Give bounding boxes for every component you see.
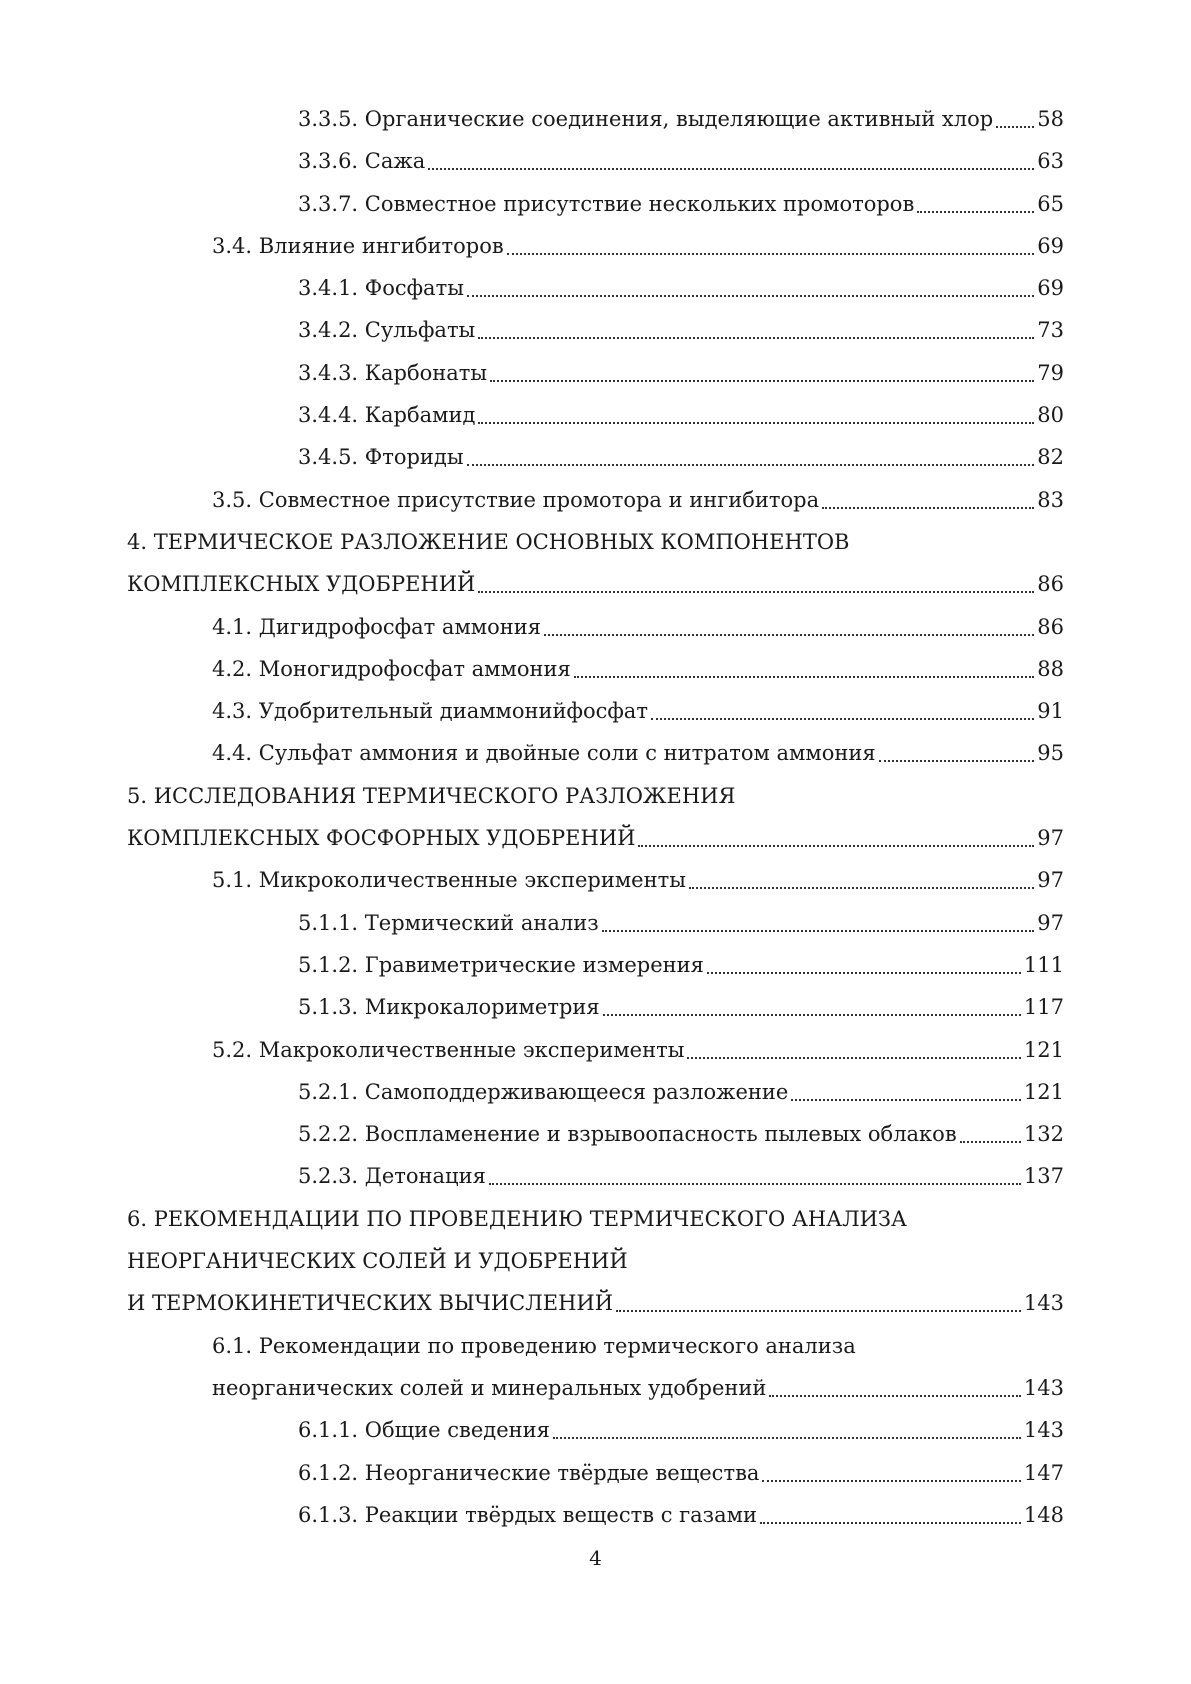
toc-entry-page: 121 — [1023, 1037, 1064, 1062]
toc-entry-page: 121 — [1023, 1079, 1064, 1104]
toc-entry — [0, 867, 1191, 909]
toc-entry-page: 132 — [1023, 1122, 1064, 1147]
toc-entry — [0, 1502, 1191, 1544]
toc-entry-page: 82 — [1037, 445, 1064, 470]
toc-entry-title: 4.3. Удобрительный диаммонийфосфат — [212, 699, 648, 724]
dot-leader — [638, 825, 1034, 847]
toc-entry-title: 5.2. Макроколичественные эксперименты — [212, 1037, 685, 1062]
toc-entry-page: 63 — [1037, 149, 1064, 174]
toc-entry — [0, 1121, 1191, 1163]
toc-entry-page: 69 — [1037, 276, 1064, 301]
toc-entry-title: 4. ТЕРМИЧЕСКОЕ РАЗЛОЖЕНИЕ ОСНОВНЫХ КОМПОНЕНТОВ — [127, 529, 850, 554]
toc-entry-title: 4.2. Моногидрофосфат аммония — [212, 656, 571, 681]
toc-entry-title: НЕОРГАНИЧЕСКИХ СОЛЕЙ И УДОБРЕНИЙ — [127, 1249, 628, 1274]
toc-entry — [0, 740, 1191, 782]
toc-entry-title: КОМПЛЕКСНЫХ УДОБРЕНИЙ — [127, 572, 476, 597]
toc-entry — [0, 1375, 1191, 1417]
toc-entry — [0, 148, 1191, 190]
toc-entry — [0, 275, 1191, 317]
dot-leader — [428, 148, 1034, 170]
toc-entry-title: 6.1.3. Реакции твёрдых веществ с газами — [298, 1502, 757, 1527]
toc-entry-page: 143 — [1023, 1291, 1064, 1316]
toc-entry — [0, 317, 1191, 359]
toc-entry-page: 143 — [1023, 1418, 1064, 1443]
toc-entry-title: 4.1. Дигидрофосфат аммония — [212, 614, 541, 639]
dot-leader — [917, 191, 1034, 213]
toc-entry — [0, 529, 1191, 571]
dot-leader — [467, 444, 1035, 466]
toc-entry-page: 97 — [1037, 826, 1064, 851]
toc-entry-title: 5.1.1. Термический анализ — [298, 910, 599, 935]
dot-leader — [544, 614, 1034, 636]
toc-entry-title: И ТЕРМОКИНЕТИЧЕСКИХ ВЫЧИСЛЕНИЙ — [127, 1291, 614, 1316]
toc-entry-page: 73 — [1037, 318, 1064, 343]
dot-leader — [960, 1121, 1021, 1143]
toc-entry-title: 5. ИССЛЕДОВАНИЯ ТЕРМИЧЕСКОГО РАЗЛОЖЕНИЯ — [127, 783, 736, 808]
toc-entry-title: 3.4.4. Карбамид — [298, 403, 476, 428]
toc-entry-page: 69 — [1037, 233, 1064, 258]
dot-leader — [478, 402, 1034, 424]
toc-entry — [0, 952, 1191, 994]
toc-entry-page: 79 — [1037, 360, 1064, 385]
dot-leader — [769, 1375, 1020, 1397]
toc-entry — [0, 910, 1191, 952]
dot-leader — [467, 275, 1034, 297]
dot-leader — [651, 698, 1034, 720]
toc-entry — [0, 1248, 1191, 1290]
toc-entry-title: 6. РЕКОМЕНДАЦИИ ПО ПРОВЕДЕНИЮ ТЕРМИЧЕСКОГО АНАЛИЗА — [127, 1206, 907, 1231]
toc-entry-page: 117 — [1023, 995, 1064, 1020]
toc-entry-title: 3.3.6. Сажа — [298, 149, 426, 174]
toc-entry — [0, 1037, 1191, 1079]
toc-entry — [0, 994, 1191, 1036]
page-number: 4 — [589, 1546, 602, 1570]
toc-entry-page: 91 — [1037, 699, 1064, 724]
toc-entry — [0, 106, 1191, 148]
toc-entry-page: 111 — [1023, 952, 1064, 977]
toc-entry-title: 5.2.3. Детонация — [298, 1164, 486, 1189]
toc-entry-page: 86 — [1037, 614, 1064, 639]
toc-entry-title: КОМПЛЕКСНЫХ ФОСФОРНЫХ УДОБРЕНИЙ — [127, 826, 636, 851]
toc-entry — [0, 191, 1191, 233]
dot-leader — [507, 233, 1035, 255]
toc-entry — [0, 825, 1191, 867]
toc-entry — [0, 783, 1191, 825]
toc-entry-title: 5.1. Микроколичественные эксперименты — [212, 868, 686, 893]
toc-entry-title: 6.1. Рекомендации по проведению термического анализа — [212, 1333, 856, 1358]
table-of-contents — [0, 106, 1191, 1544]
toc-entry — [0, 402, 1191, 444]
toc-entry-page: 88 — [1037, 656, 1064, 681]
toc-entry-title: 6.1.1. Общие сведения — [298, 1418, 550, 1443]
toc-entry — [0, 1333, 1191, 1375]
toc-entry — [0, 360, 1191, 402]
toc-entry-page: 58 — [1037, 107, 1064, 131]
toc-entry-page: 80 — [1037, 403, 1064, 428]
toc-entry-title: 6.1.2. Неорганические твёрдые вещества — [298, 1460, 760, 1485]
toc-entry-title: 5.1.3. Микрокалориметрия — [298, 995, 600, 1020]
dot-leader — [553, 1417, 1021, 1439]
dot-leader — [822, 487, 1034, 509]
dot-leader — [574, 656, 1035, 678]
toc-entry-page: 95 — [1037, 741, 1064, 766]
toc-entry-title: 5.2.1. Самоподдерживающееся разложение — [298, 1079, 789, 1104]
toc-entry-page: 86 — [1037, 572, 1064, 597]
toc-entry-page: 147 — [1023, 1460, 1064, 1485]
dot-leader — [707, 952, 1021, 974]
toc-entry-page: 97 — [1037, 868, 1064, 893]
toc-entry-title: 3.4. Влияние ингибиторов — [212, 233, 504, 258]
toc-entry-page: 143 — [1023, 1375, 1064, 1400]
toc-entry-title: 3.4.1. Фосфаты — [298, 276, 464, 301]
toc-entry — [0, 1417, 1191, 1459]
toc-entry-page: 148 — [1023, 1502, 1064, 1527]
toc-entry — [0, 1163, 1191, 1205]
toc-entry-title: 5.2.2. Воспламенение и взрывоопасность пылевых облаков — [298, 1122, 957, 1147]
dot-leader — [689, 867, 1034, 889]
dot-leader — [478, 571, 1034, 593]
toc-entry — [0, 698, 1191, 740]
toc-entry — [0, 656, 1191, 698]
dot-leader — [760, 1502, 1021, 1524]
toc-entry-title: 3.4.5. Фториды — [298, 445, 464, 470]
dot-leader — [879, 740, 1035, 762]
toc-entry-title: 3.4.2. Сульфаты — [298, 318, 476, 343]
toc-entry-title: 3.3.7. Совместное присутствие нескольких промоторов — [298, 191, 915, 216]
toc-entry-title: неорганических солей и минеральных удобрений — [212, 1375, 767, 1400]
toc-entry — [0, 1460, 1191, 1502]
toc-entry-title: 5.1.2. Гравиметрические измерения — [298, 952, 704, 977]
toc-entry-page: 97 — [1037, 910, 1064, 935]
dot-leader — [791, 1079, 1021, 1101]
toc-entry-title: 4.4. Сульфат аммония и двойные соли с нитратом аммония — [212, 741, 876, 766]
toc-entry-page: 83 — [1037, 487, 1064, 512]
dot-leader — [489, 1163, 1021, 1185]
dot-leader — [687, 1037, 1020, 1059]
toc-entry-title: 3.3.5. Органические соединения, выделяющие активный хлор — [298, 107, 994, 131]
dot-leader — [616, 1290, 1021, 1312]
toc-entry — [0, 233, 1191, 275]
toc-entry-page: 137 — [1023, 1164, 1064, 1189]
dot-leader — [603, 994, 1021, 1016]
dot-leader — [478, 317, 1034, 339]
toc-entry — [0, 614, 1191, 656]
toc-entry — [0, 1290, 1191, 1332]
dot-leader — [762, 1460, 1021, 1482]
toc-entry-title: 3.4.3. Карбонаты — [298, 360, 488, 385]
toc-entry — [0, 444, 1191, 486]
dot-leader — [996, 106, 1034, 128]
toc-entry — [0, 1079, 1191, 1121]
toc-entry-page: 65 — [1037, 191, 1064, 216]
toc-entry — [0, 487, 1191, 529]
toc-entry — [0, 1206, 1191, 1248]
toc-entry-title: 3.5. Совместное присутствие промотора и ингибитора — [212, 487, 820, 512]
dot-leader — [602, 910, 1035, 932]
dot-leader — [490, 360, 1034, 382]
toc-entry — [0, 571, 1191, 613]
